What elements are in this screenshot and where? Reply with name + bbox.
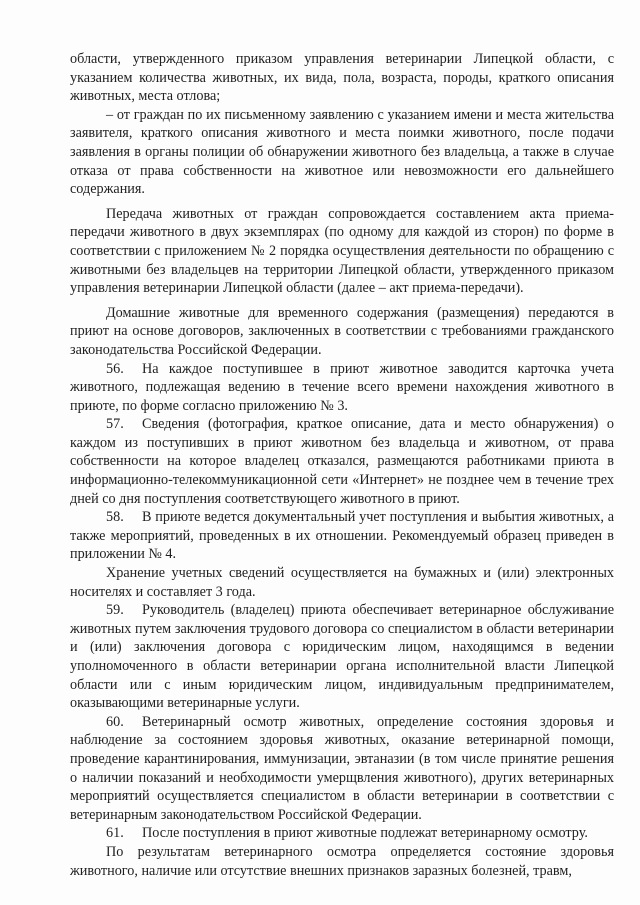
paragraph-61 (70, 824, 614, 843)
paragraph-59 (70, 601, 614, 713)
paragraph-text: В приюте ведется документальный учет поступления и выбытия животных, а также мероприятий, проведенных в их отношении. Рекомендуемый образец приведен в приложении № 4. (70, 509, 614, 563)
paragraph-number: 59. (106, 602, 124, 619)
paragraph-storage: Хранение учетных сведений осуществляется на бумажных и (или) электронных носителях и составляет 3 года. (70, 565, 614, 600)
paragraph-58 (70, 508, 614, 564)
paragraph-text: Руководитель (владелец) приюта обеспечивает ветеринарное обслуживание животных путем заключения трудового договора со специалистом в области ветеринарии и (или) заключения договора с юридическим лицом, находящимся в ведении уполномоченного в области ветеринарии органа исполнительной власти Липецкой области или с иным юридическим лицом, индивидуальным предпринимателем, оказывающими ветеринарные услуги. (70, 602, 614, 712)
paragraph-number: 61. (106, 825, 124, 842)
paragraph-transfer-act: Передача животных от граждан сопровождается составлением акта приема-передачи животного в двух экземплярах (по одному для каждой из сторон) по форме в соответствии с приложением № 2 порядка осуществления деятельности по обращению с животными без владельцев на территории Липецкой области, утвержденного приказом управления ветеринарии Липецкой области (далее – акт приема-передачи). (70, 205, 614, 297)
paragraph-number: 60. (106, 713, 124, 730)
paragraph-60 (70, 713, 614, 825)
paragraph-citizens-clause: – от граждан по их письменному заявлению с указанием имени и места жительства заявителя, краткого описания животного и места поимки животного, после подачи заявления в органы полиции об обнаружении животного без владельца, а также в случае отказа от права собственности на животное или невозможности его дальнейшего содержания. (70, 106, 614, 198)
paragraph-57 (70, 415, 614, 508)
paragraph-number: 58. (106, 509, 124, 526)
paragraph-number: 57. (106, 416, 124, 433)
paragraph-text: Ветеринарный осмотр животных, определение состояния здоровья и наблюдение за состоянием здоровья животных, оказание ветеринарной помощи, проведение карантинирования, иммунизации, эвтаназии (в том числе принятие решения о наличии показаний и необходимости умерщвления животного), других ветеринарных мероприятий осуществляется специалистом в области ветеринарии в соответствии с ветеринарным законодательством Российской Федерации. (70, 713, 614, 823)
paragraph-continuation: области, утвержденного приказом управления ветеринарии Липецкой области, с указанием количества животных, их вида, пола, возраста, породы, краткого описания животных, места отлова; (70, 51, 614, 105)
paragraph-text: После поступления в приют животные подлежат ветеринарному осмотру. (142, 825, 588, 842)
paragraph-text: На каждое поступившее в приют животное заводится карточка учета животного, подлежащая ведению в течение всего времени нахождения животного в приюте, по форме согласно приложению № 3. (70, 360, 614, 414)
paragraph-domestic-animals: Домашние животные для временного содержания (размещения) передаются в приют на основе договоров, заключенных в соответствии с требованиями гражданского законодательства Российской Федерации. (70, 304, 614, 358)
paragraph-text: Сведения (фотография, краткое описание, дата и место обнаружения) о каждом из поступивших в приют животном без владельца и животном, от права собственности на которое владелец отказался, размещаются работниками приюта в информационно-телекоммуникационной сети «Интернет» не позднее чем в течение трех дней со дня поступления соответствующего животного в приют. (70, 416, 614, 507)
paragraph-exam-results: По результатам ветеринарного осмотра определяется состояние здоровья животного, наличие или отсутствие внешних признаков заразных болезней, травм, (70, 843, 614, 879)
document-body (70, 50, 614, 880)
paragraph-number: 56. (106, 360, 124, 377)
paragraph-56 (70, 360, 614, 416)
